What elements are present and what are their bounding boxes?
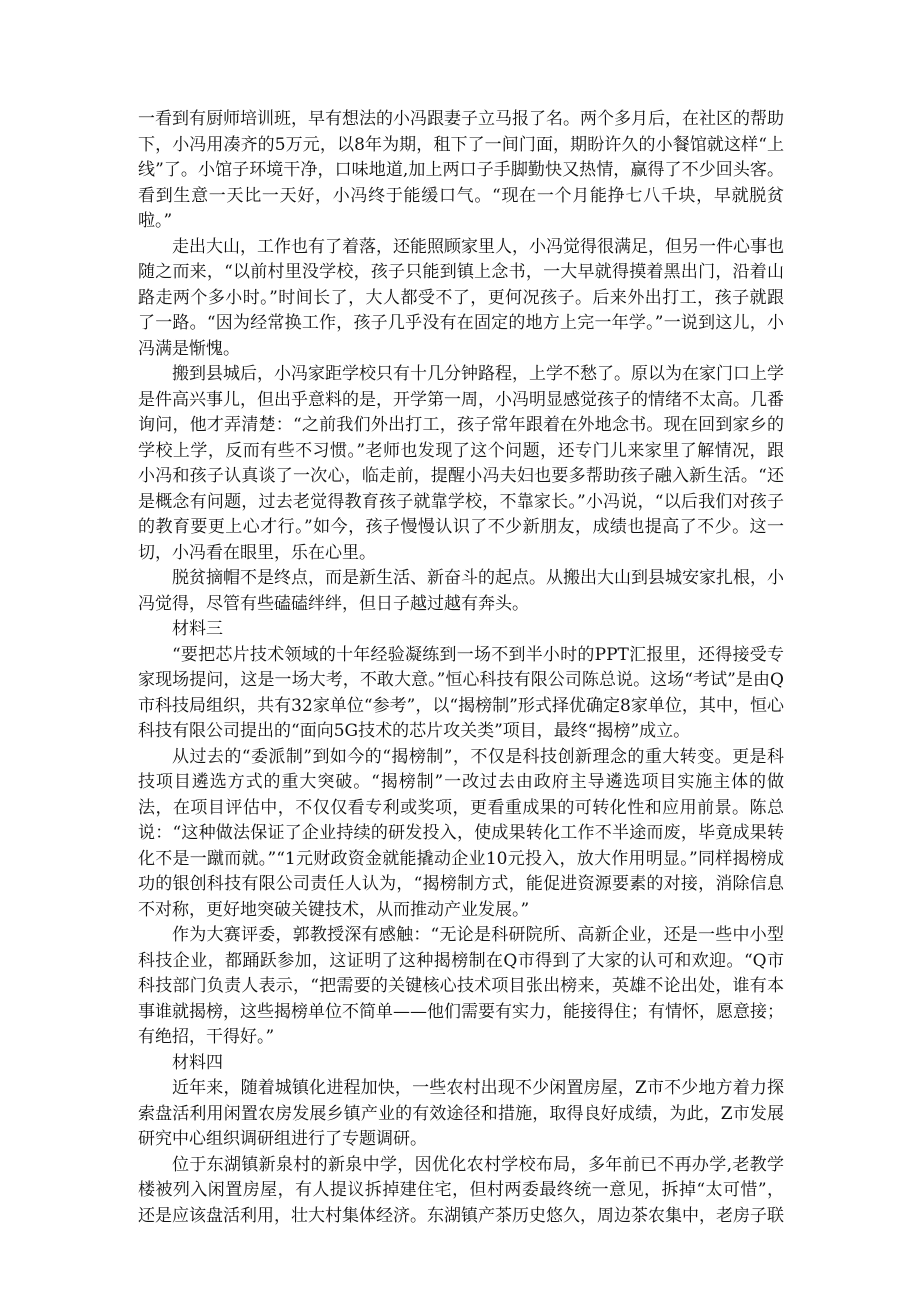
paragraph-chip-exam: “要把芯片技术领域的十年经验凝练到一场不到半小时的PPT汇报里，还得接受专家现场提问，这是一场大考，不敢大意。”恒心科技有限公司陈总说。这场“考试”是由Q市科技局组织，共有32家单位“参考”，以“揭榜制”形式择优确定8家单位，其中，恒心科技有限公司提出的“面向5G技术的芯片攻关类”项目，最终“揭榜”成立。 — [138, 644, 784, 741]
paragraph-restaurant: 一看到有厨师培训班，早有想法的小冯跟妻子立马报了名。两个多月后，在社区的帮助下，小冯用凑齐的5万元，以8年为期，租下了一间门面，期盼许久的小餐馆就这样“上线”了。小馆子环境干净，口味地道,加上两口子手脚勤快又热情，赢得了不少回头客。看到生意一天比一天好，小冯终于能缓口气。“现在一个月能挣七八千块，早就脱贫啦。” — [138, 109, 784, 231]
paragraph-bounty-system: 从过去的“委派制”到如今的“揭榜制”，不仅是科技创新理念的重大转变。更是科技项目遴选方式的重大突破。“揭榜制”一改过去由政府主导遴选项目实施主体的做法，在项目评估中，不仅仅看专利或奖项，更看重成果的可转化性和应用前景。陈总说：“这种做法保证了企业持续的研发投入，使成果转化工作不半途而废，毕竟成果转化不是一蹴而就。”“1元财政资金就能撬动企业10元投入，放大作用明显。”同样揭榜成功的银创科技有限公司责任人认为，“揭榜制方式，能促进资源要素的对接，消除信息不对称，更好地突破关键技术，从而推动产业发展。” — [138, 746, 784, 920]
paragraph-idle-housing: 近年来，随着城镇化进程加快，一些农村出现不少闲置房屋，Z市不少地方着力探索盘活利用闲置农房发展乡镇产业的有效途径和措施，取得良好成绩，为此，Z市发展研究中心组织调研组进行了专题调研。 — [138, 1078, 784, 1149]
document-body — [138, 107, 784, 1229]
paragraph-xinquan-school: 位于东湖镇新泉村的新泉中学，因优化农村学校布局，多年前已不再办学,老教学楼被列入闲置房屋，有人提议拆掉建住宅，但村两委最终统一意见，拆掉“太可惜”，还是应该盘活利用，壮大村集体经济。东湖镇产茶历史悠久，周边茶农集中，老房子联 — [138, 1154, 784, 1226]
paragraph-county-school: 搬到县城后，小冯家距学校只有十几分钟路程，上学不愁了。原以为在家门口上学是件高兴事儿，但出乎意料的是，开学第一周，小冯明显感觉孩子的情绪不太高。几番询问，他才弄清楚：“之前我们外出打工，孩子常年跟着在外地念书。现在回到家乡的学校上学，反而有些不习惯。”老师也发现了这个问题，还专门儿来家里了解情况，跟小冯和孩子认真谈了一次心，临走前，提醒小冯夫妇也要多帮助孩子融入新生活。“还是概念有问题，过去老觉得教育孩子就靠学校，不靠家长。”小冯说，“以后我们对孩子的教育要更上心才行。”如今，孩子慢慢认识了不少新朋友，成绩也提高了不少。这一切，小冯看在眼里，乐在心里。 — [138, 364, 784, 563]
paragraph-new-life: 脱贫摘帽不是终点，而是新生活、新奋斗的起点。从搬出大山到县城安家扎根，小冯觉得，尽管有些磕磕绊绊，但日子越过越有奔头。 — [138, 568, 784, 614]
paragraph-child-schooling: 走出大山，工作也有了着落，还能照顾家里人，小冯觉得很满足，但另一件心事也随之而来，“以前村里没学校，孩子只能到镇上念书，一大早就得摸着黑出门，沿着山路走两个多小时。”时间长了，大人都受不了，更何况孩子。后来外出打工，孩子就跟了一路。“因为经常换工作，孩子几乎没有在固定的地方上完一年学。”一说到这儿，小冯满是惭愧。 — [138, 236, 784, 359]
section-heading-material-3: 材料三 — [172, 619, 223, 639]
section-heading-material-4: 材料四 — [172, 1052, 223, 1073]
paragraph-judge-comment: 作为大赛评委，郭教授深有感触：“无论是科研院所、高新企业，还是一些中小型科技企业，都踊跃参加，这证明了这种揭榜制在Q市得到了大家的认可和欢迎。“Q市科技部门负责人表示，“把需要的关键核心技术项目张出榜来，英雄不论出处，谁有本事谁就揭榜，这些揭榜单位不简单——他们需要有实力，能接得住；有情怀，愿意接；有绝招，干得好。” — [138, 925, 784, 1047]
